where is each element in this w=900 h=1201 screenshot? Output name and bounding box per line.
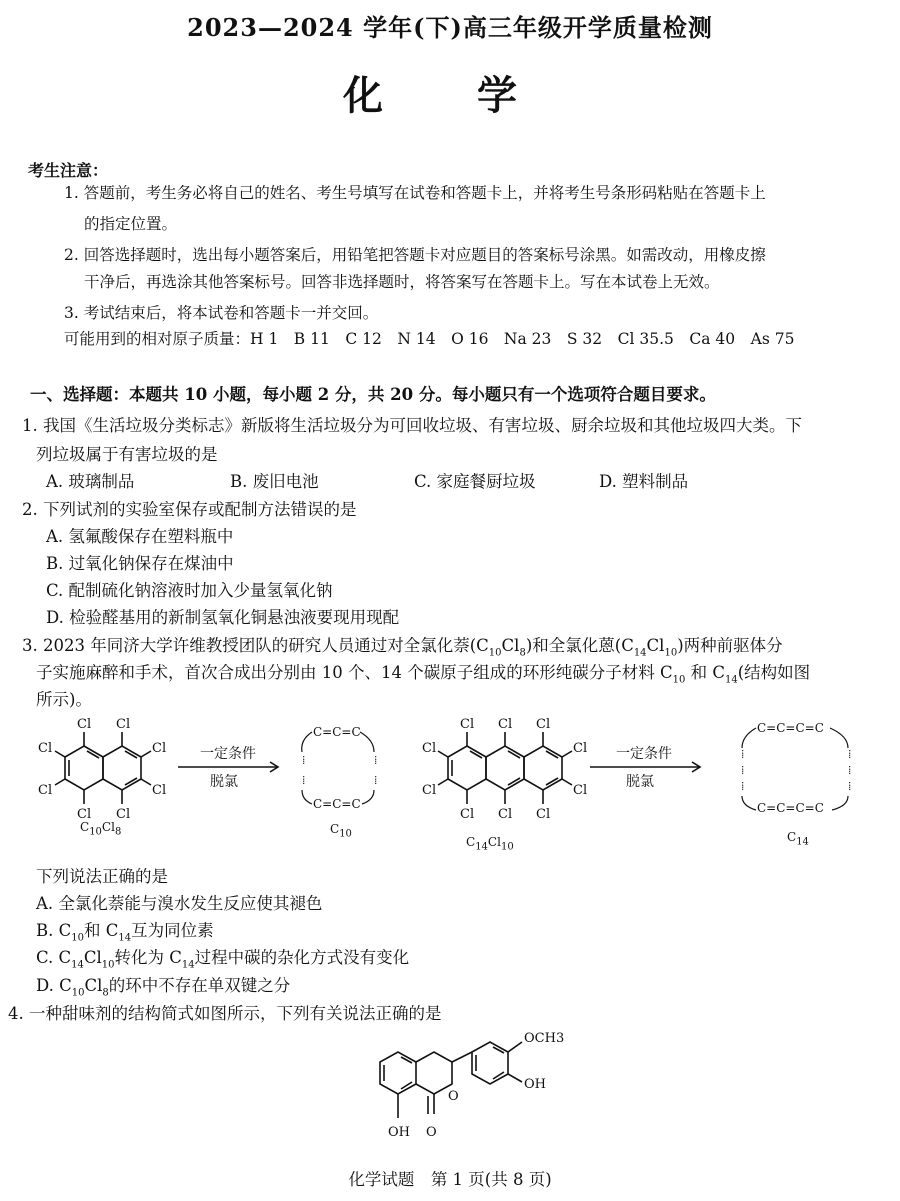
cl-label: Cl	[38, 783, 53, 798]
o-bottom-label: O	[426, 1125, 437, 1140]
exam-title: 2023—2024 学年(下)高三年级开学质量检测	[187, 13, 713, 42]
q1-stem: 1. 我国《生活垃圾分类标志》新版将生活垃圾分为可回收垃圾、有害垃圾、厨余垃圾和其他垃圾四大类。下	[22, 416, 802, 435]
cl-label: Cl	[116, 717, 131, 732]
label-c14cl10: $C_{14}Cl_{10}$	[466, 835, 514, 853]
c10-ring-bottom: C=C=C	[313, 797, 361, 811]
notice-item-1-cont: 的指定位置。	[84, 215, 178, 233]
q2-option-c: C. 配制硫化钠溶液时加入少量氢氧化钠	[46, 581, 333, 600]
q1-stem-cont: 列垃圾属于有害垃圾的是	[36, 445, 218, 464]
c14-ring-top: C=C=C=C	[757, 721, 824, 735]
q3-stem-cont2: 所示)。	[36, 690, 92, 709]
och3-label: OCH3	[524, 1031, 565, 1046]
svg-text:⁞: ⁞	[741, 779, 745, 793]
cl-label: Cl	[573, 783, 588, 798]
q1-option-b: B. 废旧电池	[230, 472, 319, 491]
q3-option-a: A. 全氯化萘能与溴水发生反应使其褪色	[36, 894, 323, 913]
reaction-condition-2: 一定条件	[616, 746, 672, 762]
cl-label: Cl	[573, 741, 588, 756]
cl-label: Cl	[152, 741, 167, 756]
reaction-condition-1: 一定条件	[200, 746, 256, 762]
o-ring-label: O	[448, 1089, 459, 1104]
cl-label: Cl	[498, 717, 513, 732]
oh-ring-label: OH	[524, 1077, 546, 1092]
cl-label: Cl	[152, 783, 167, 798]
notice-item-2: 2. 回答选择题时，选出每小题答案后，用铅笔把答题卡对应题目的答案标号涂黑。如需改动，用橡皮擦	[64, 246, 766, 264]
svg-text:⁞: ⁞	[848, 763, 852, 777]
svg-text:⁞: ⁞	[741, 747, 745, 761]
cl-label: Cl	[498, 807, 513, 822]
cl-label: Cl	[536, 807, 551, 822]
reaction-process-1: 脱氯	[210, 774, 238, 790]
q2-option-a: A. 氢氟酸保存在塑料瓶中	[46, 527, 234, 546]
q3-reaction-diagram	[0, 700, 900, 860]
c14-ring-bottom: C=C=C=C	[757, 801, 824, 815]
q3-stem: 3. 2023 年同济大学许维教授团队的研究人员通过对全氯化萘$(C_{10}Cl_8)$和全氯化蒽$(C_{14}Cl_{10})$两种前驱体分	[22, 636, 783, 659]
svg-text:⁞: ⁞	[374, 753, 378, 767]
atomic-masses: 可能用到的相对原子质量：H 1 B 11 C 12 N 14 O 16 Na 23 S 32 Cl 35.5 Ca 40 As 75	[64, 330, 795, 348]
svg-text:⁞: ⁞	[741, 763, 745, 777]
svg-text:⁞: ⁞	[848, 747, 852, 761]
svg-text:⁞: ⁞	[302, 773, 306, 787]
notice-item-1: 1. 答题前，考生务必将自己的姓名、考生号填写在试卷和答题卡上，并将考生号条形码粘贴在答题卡上	[64, 184, 766, 202]
svg-text:⁞: ⁞	[848, 779, 852, 793]
svg-text:⁞: ⁞	[302, 753, 306, 767]
page-footer: 化学试题 第 1 页(共 8 页)	[348, 1170, 552, 1189]
cl-label: Cl	[116, 807, 131, 822]
label-c10cl8: $C_{10}Cl_8$	[80, 820, 122, 838]
cl-label: Cl	[38, 741, 53, 756]
q3-stem-cont: 子实施麻醉和手术，首次合成出分别由 10 个、14 个碳原子组成的环形纯碳分子材料 $C_{10}$ 和 $C_{14}$(结构如图	[36, 663, 811, 686]
oh-bottom-label: OH	[388, 1125, 410, 1140]
cl-label: Cl	[422, 783, 437, 798]
notice-heading: 考生注意：	[28, 161, 109, 180]
q1-option-c: C. 家庭餐厨垃圾	[414, 472, 536, 491]
reaction-process-2: 脱氯	[626, 774, 654, 790]
section-heading: 一、选择题：本题共 10 小题，每小题 2 分，共 20 分。每小题只有一个选项符合题目要求。	[30, 385, 716, 404]
q3-option-b: B. $C_{10}$和 $C_{14}$互为同位素	[36, 921, 214, 944]
q2-option-d: D. 检验醛基用的新制氢氧化铜悬浊液要现用现配	[46, 608, 400, 627]
q1-option-a: A. 玻璃制品	[46, 472, 135, 491]
q4-stem: 4. 一种甜味剂的结构简式如图所示，下列有关说法正确的是	[8, 1004, 442, 1023]
q2-stem: 2. 下列试剂的实验室保存或配制方法错误的是	[22, 500, 357, 519]
q2-option-b: B. 过氧化钠保存在煤油中	[46, 554, 234, 573]
notice-item-3: 3. 考试结束后，将本试卷和答题卡一并交回。	[64, 304, 379, 322]
q3-stem-2: 下列说法正确的是	[36, 867, 168, 886]
cl-label: Cl	[460, 717, 475, 732]
cl-label: Cl	[77, 807, 92, 822]
label-c14: $C_{14}$	[787, 830, 809, 848]
q3-option-c: C. $C_{14}Cl_{10}$转化为 $C_{14}$过程中碳的杂化方式没有变化	[36, 948, 410, 971]
c10-ring-top: C=C=C	[313, 725, 361, 739]
cl-label: Cl	[460, 807, 475, 822]
notice-item-2-cont: 干净后，再选涂其他答案标号。回答非选择题时，将答案写在答题卡上。写在本试卷上无效。	[84, 273, 720, 291]
cl-label: Cl	[77, 717, 92, 732]
q3-option-d: D. $C_{10}Cl_8$的环中不存在单双键之分	[36, 976, 291, 999]
subject-title: 化 学	[343, 72, 557, 119]
q1-option-d: D. 塑料制品	[599, 472, 689, 491]
cl-label: Cl	[422, 741, 437, 756]
label-c10: $C_{10}$	[330, 822, 352, 840]
svg-text:⁞: ⁞	[374, 773, 378, 787]
cl-label: Cl	[536, 717, 551, 732]
q4-structure-diagram	[340, 1018, 580, 1148]
